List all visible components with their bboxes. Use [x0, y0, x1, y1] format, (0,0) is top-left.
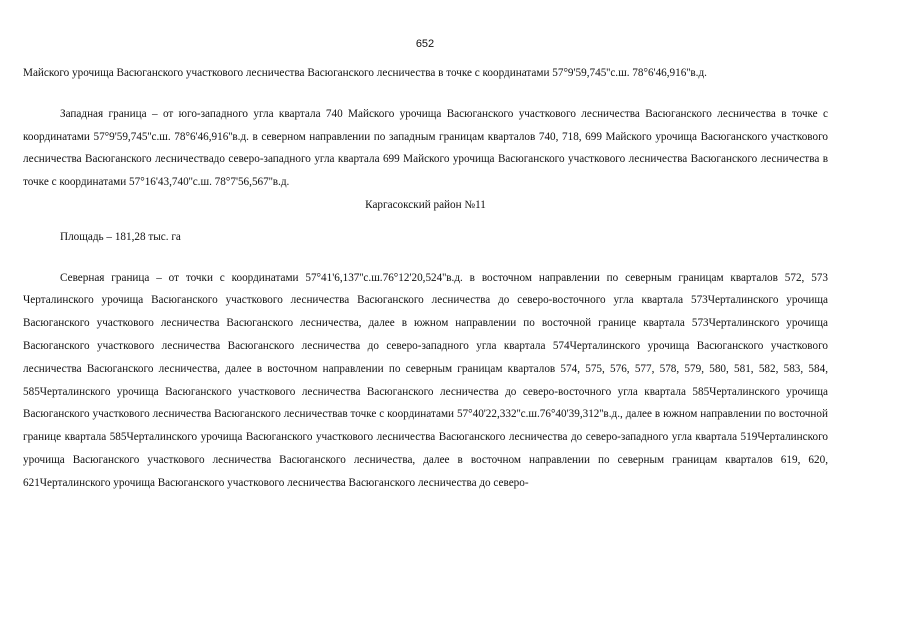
paragraph-continuation: Майского урочища Васюганского участкового лесничества Васюганского лесничества в точке с координатами 57°9'59,745''с.ш. 78°6'46,916''в.д.: [23, 67, 707, 79]
paragraph-northern-boundary: Северная граница – от точки с координатами 57°41'6,137''с.ш.76°12'20,524''в.д. в восточном направлении по северным границам кварталов 572, 573 Черталинского урочища Васюганского участкового лесничества Васюганского лесничества до северо-восточного угла квартала 573Черталинского урочища Васюганского участкового лесничества Васюганского лесничества, далее в южном направлении по восточной границе квартала 573Черталинского урочища Васюганского участкового лесничества Васюганского лесничества до северо-западного угла квартала 574Черталинского урочища Васюганского участкового лесничества Васюганского лесничества, далее в восточном направлении по северным границам кварталов 574, 575, 576, 577, 578, 579, 580, 581, 582, 583, 584, 585Черталинского урочища Васюганского участкового лесничества Васюганского лесничества до северо-восточного угла квартала 585Черталинского урочища Васюганского участкового лесничества Васюганского лесничествав точке с координатами 57°40'22,332''с.ш.76°40'39,312''в.д., далее в южном направлении по восточной границе квартала 585Черталинского урочища Васюганского участкового лесничества Васюганского лесничества до северо-западного угла квартала 519Черталинского урочища Васюганского участкового лесничества Васюганского лесничества, далее в восточном направлении по северным границам кварталов 619, 620, 621Черталинского урочища Васюганского участкового лесничества Васюганского лесничества до северо-: [23, 271, 828, 489]
section-heading: Каргасокский район №11: [365, 198, 486, 211]
paragraph-spacer: [23, 249, 828, 267]
paragraph-spacer: [23, 217, 828, 226]
paragraph-western-boundary: Западная граница – от юго-западного угла квартала 740 Майского урочища Васюганского участкового лесничества Васюганского лесничества в точке с координатами 57°9'59,745''с.ш. 78°6'46,916''в.д. в северном направлении по западным границам кварталов 740, 718, 699 Майского урочища Васюганского участкового лесничества Васюганского лесничествадо северо-западного угла квартала 699 Майского урочища Васюганского участкового лесничества Васюганского лесничества в точке с координатами 57°16'43,740''с.ш. 78°7'56,567''в.д.: [23, 107, 828, 189]
paragraph-area: Площадь – 181,28 тыс. га: [60, 230, 181, 243]
document-body: [23, 62, 828, 495]
page-number: 652: [415, 38, 435, 50]
paragraph-spacer: [23, 85, 828, 103]
